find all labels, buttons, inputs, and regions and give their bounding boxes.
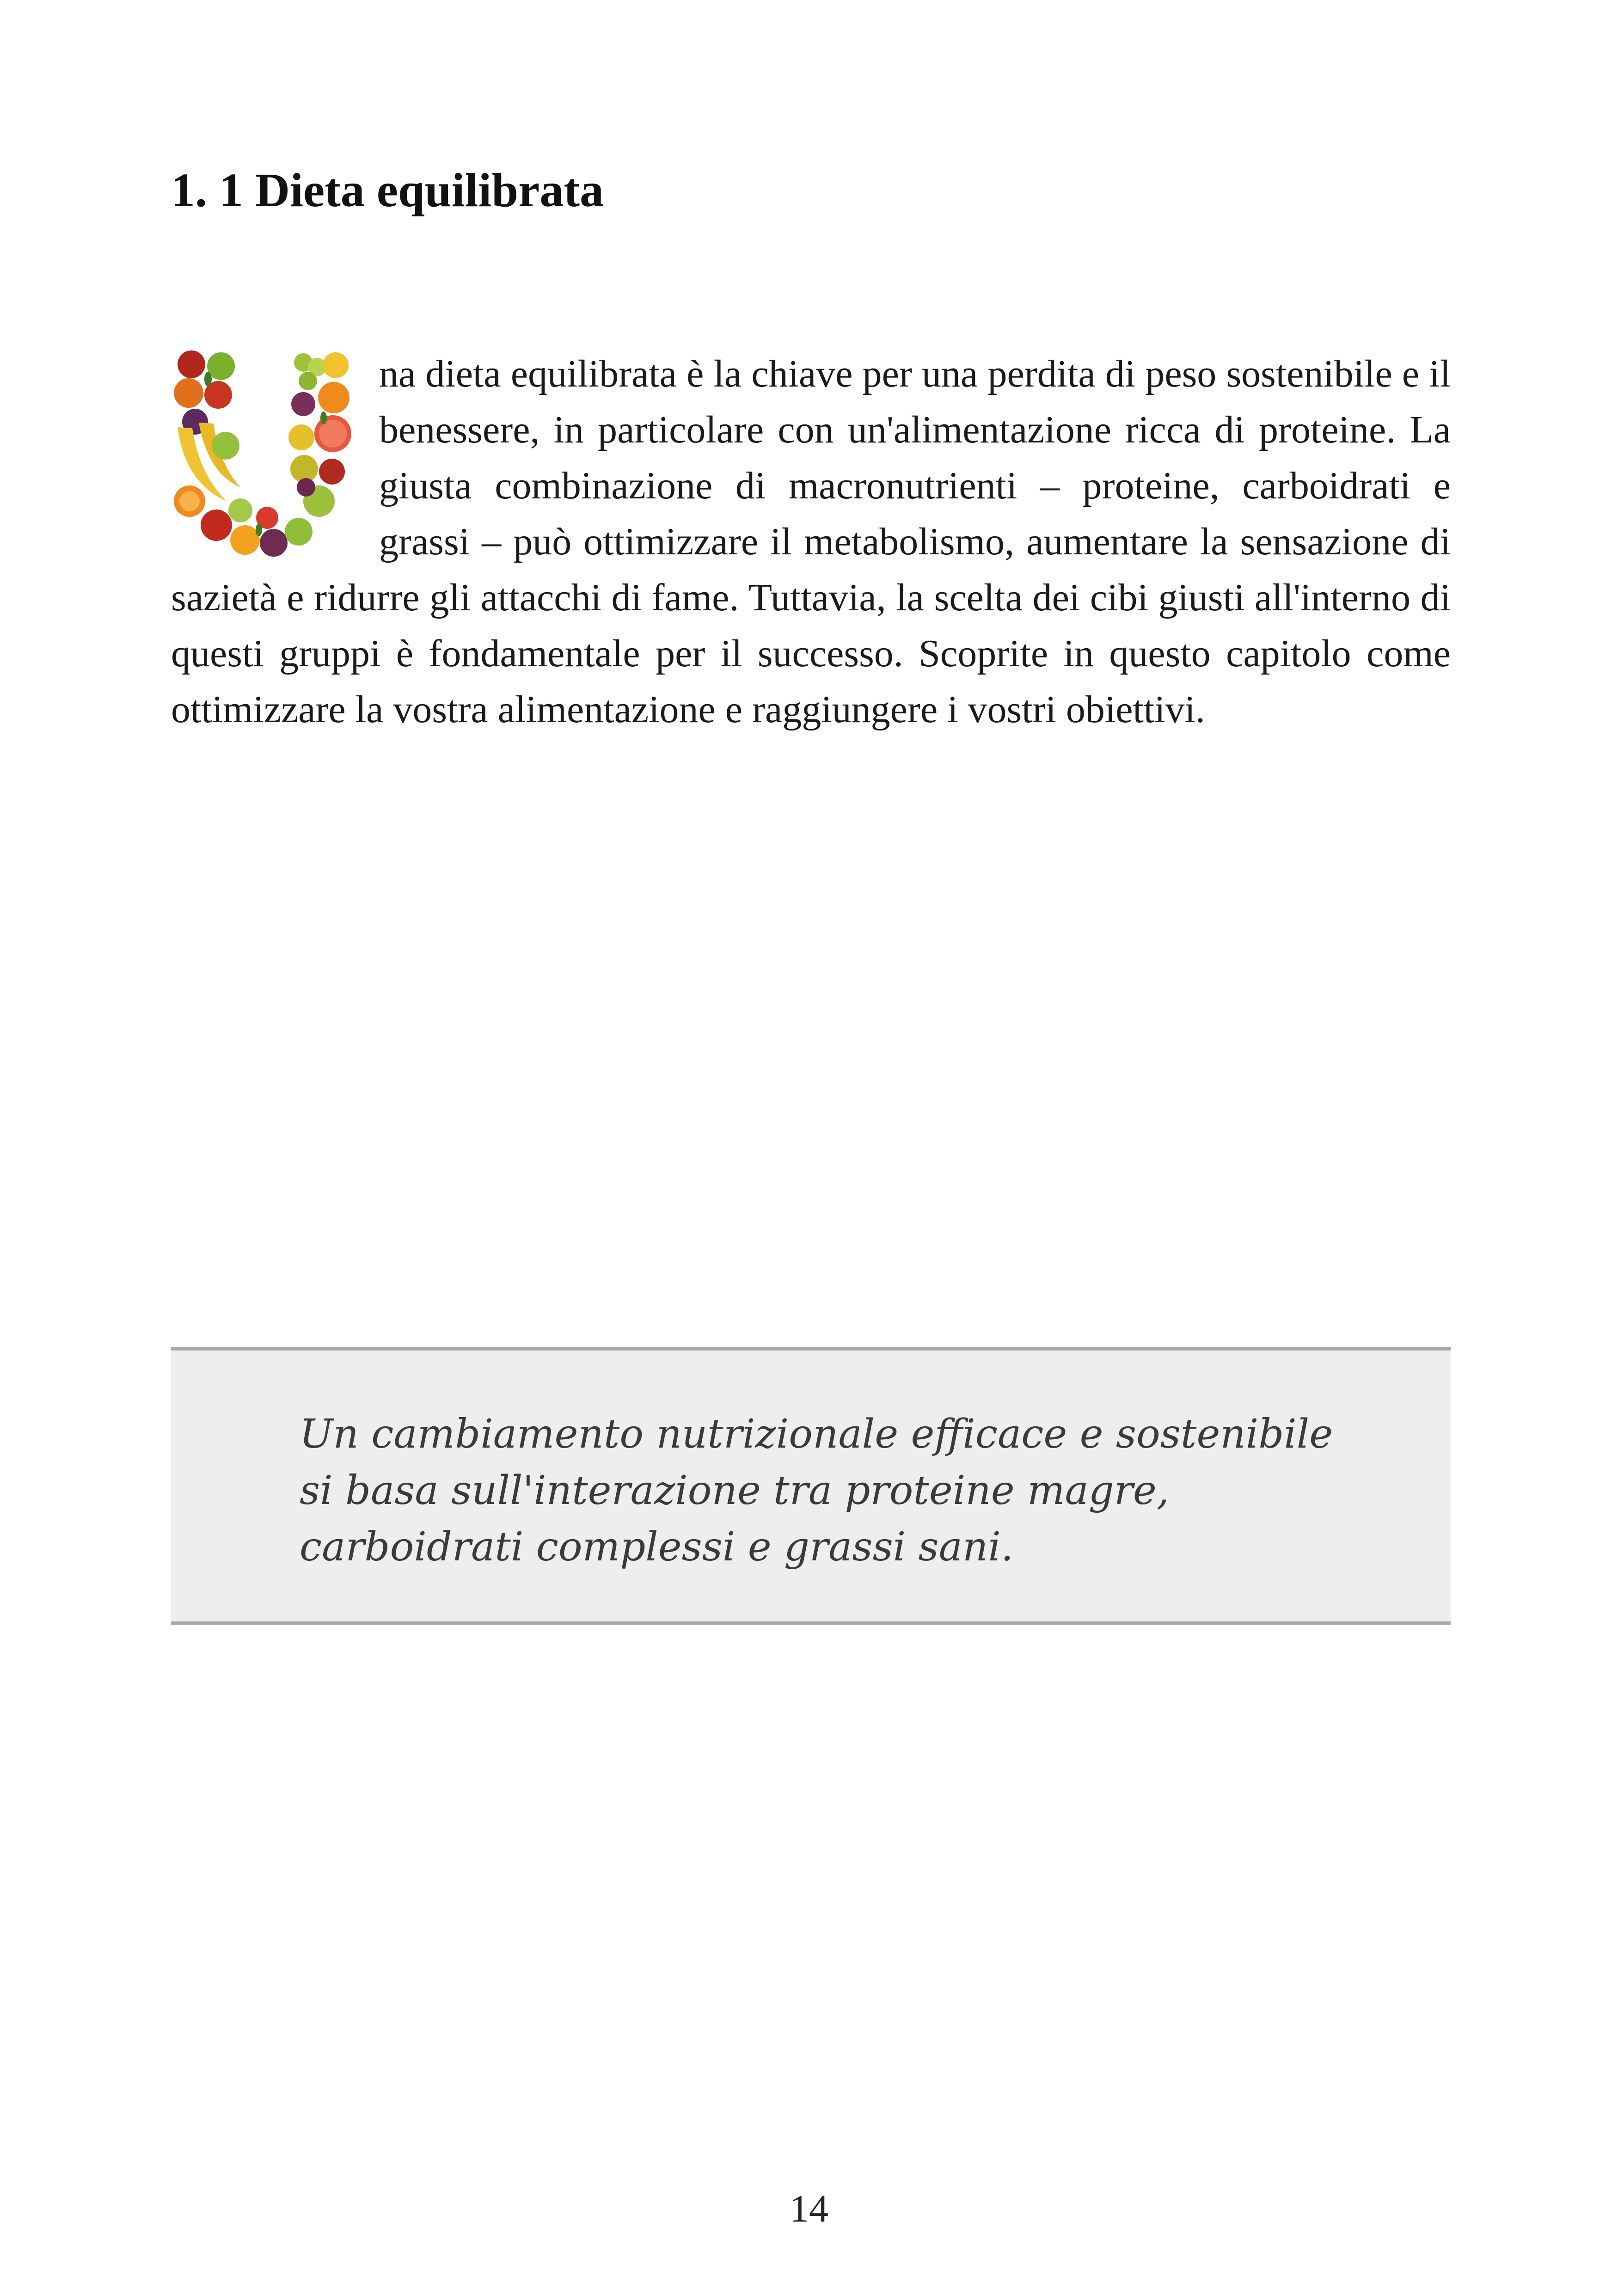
intro-paragraph bbox=[171, 346, 1451, 737]
dropcap-fruit-u-icon bbox=[171, 349, 356, 563]
callout-text: Un cambiamento nutrizionale efficace e sostenibile si basa sull'interazione tra proteine magre, carboidrati complessi e grassi sani. bbox=[300, 1411, 1333, 1570]
callout-box bbox=[171, 1347, 1451, 1625]
intro-text: na dieta equilibrata è la chiave per una perdita di peso sostenibile e il benessere, in particolare con un'alimentazione ricca di proteine. La giusta combinazione di macronutrienti – proteine, carboidrati e grassi – può ottimizzare il metabolismo, aumentare la sensazione di sazietà e ridurre gli attacchi di fame. Tuttavia, la scelta dei cibi giusti all'interno di questi gruppi è fondamentale per il successo. Scoprite in questo capitolo come ottimizzare la vostra alimentazione e raggiungere i vostri obiettivi. bbox=[171, 352, 1451, 731]
page-number: 14 bbox=[790, 2187, 828, 2230]
chapter-title: 1. 1 Dieta equilibrata bbox=[171, 164, 604, 217]
